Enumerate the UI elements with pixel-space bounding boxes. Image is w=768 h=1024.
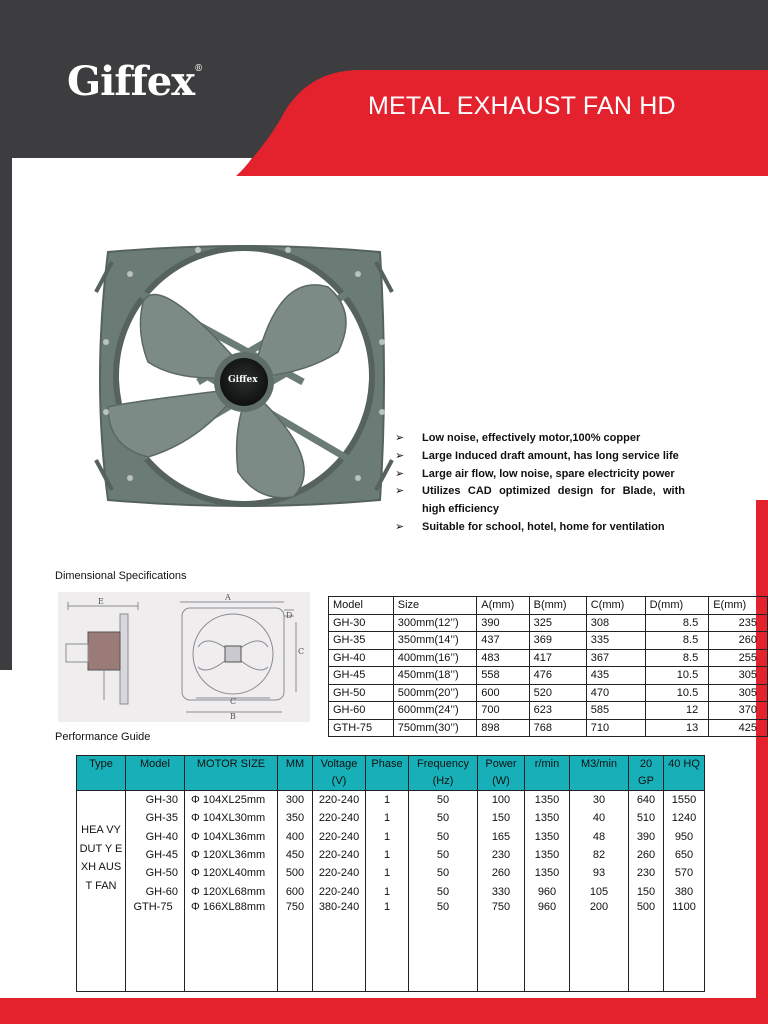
perf-cell: 1350	[525, 864, 570, 882]
arrow-bullet-icon: ➢	[395, 432, 405, 444]
perf-header-cell: r/min	[525, 756, 570, 791]
perf-header-cell: Power (W)	[478, 756, 525, 791]
perf-cell: Φ 120XL36mm	[185, 846, 278, 864]
dim-cell: 335	[586, 632, 645, 650]
perf-cell: 1350	[525, 791, 570, 810]
perf-cell: 650	[664, 846, 705, 864]
perf-table-row	[77, 828, 705, 846]
dim-table-row	[329, 632, 768, 650]
perf-type-cell: HEA VY DUT Y EXH AUS T FAN	[77, 791, 126, 992]
perf-header-cell: MM	[278, 756, 313, 791]
perf-cell: 100	[478, 791, 525, 810]
perf-table-row	[77, 791, 705, 810]
dim-header-cell: Size	[393, 597, 477, 615]
brand-logo: Giffex®	[67, 58, 203, 105]
perf-cell: 380	[664, 882, 705, 900]
dim-cell: 425	[709, 719, 768, 737]
dim-cell: 10.5	[645, 684, 709, 702]
perf-cell: 220-240	[313, 828, 366, 846]
perf-cell: Φ 166XL88mm	[185, 901, 278, 992]
dim-cell: 369	[529, 632, 586, 650]
dim-cell: 8.5	[645, 649, 709, 667]
dim-cell: 417	[529, 649, 586, 667]
dim-cell: 13	[645, 719, 709, 737]
perf-cell: 750	[478, 901, 525, 992]
perf-table-row	[77, 846, 705, 864]
perf-cell: 350	[278, 809, 313, 827]
dim-cell: 623	[529, 702, 586, 720]
perf-cell: Φ 104XL36mm	[185, 828, 278, 846]
dim-cell: 367	[586, 649, 645, 667]
perf-cell: GH-60	[126, 882, 185, 900]
dim-header-cell: E(mm)	[709, 597, 768, 615]
dim-label-c-side: C	[298, 647, 305, 656]
perf-cell: 50	[409, 864, 478, 882]
dim-cell: 476	[529, 667, 586, 685]
dim-header-row	[329, 597, 768, 615]
footer-band	[0, 998, 768, 1024]
dim-label-d: D	[286, 611, 293, 620]
perf-cell: 500	[278, 864, 313, 882]
arrow-bullet-icon: ➢	[395, 449, 405, 462]
perf-cell: 40	[570, 809, 629, 827]
perf-cell: 82	[570, 846, 629, 864]
dim-cell: 308	[586, 614, 645, 632]
perf-cell: 260	[478, 864, 525, 882]
perf-header-cell: MOTOR SIZE	[185, 756, 278, 791]
perf-cell: 600	[278, 882, 313, 900]
perf-cell: 960	[525, 901, 570, 992]
perf-cell: GH-45	[126, 846, 185, 864]
dim-cell: 470	[586, 684, 645, 702]
perf-cell: 1	[366, 882, 409, 900]
perf-cell: 1	[366, 791, 409, 810]
perf-cell: 260	[629, 846, 664, 864]
dim-cell: 305	[709, 667, 768, 685]
dim-cell: 300mm(12’’)	[393, 614, 477, 632]
perf-header-cell: Type	[77, 756, 126, 791]
perf-cell: 220-240	[313, 791, 366, 810]
dim-cell: 450mm(18’’)	[393, 667, 477, 685]
dim-label-e: E	[98, 597, 104, 606]
page-title: METAL EXHAUST FAN HD	[368, 92, 676, 120]
dim-cell: 520	[529, 684, 586, 702]
arrow-bullet-icon: ➢	[395, 467, 405, 480]
dim-cell: 255	[709, 649, 768, 667]
perf-cell: 50	[409, 809, 478, 827]
perf-header-cell: Frequency (Hz)	[409, 756, 478, 791]
dim-cell: 370	[709, 702, 768, 720]
dimension-drawing	[58, 592, 310, 722]
perf-cell: 150	[629, 882, 664, 900]
dim-cell: 437	[477, 632, 529, 650]
perf-cell: 750	[278, 901, 313, 992]
performance-table	[76, 755, 705, 992]
perf-cell: 165	[478, 828, 525, 846]
perf-cell: 50	[409, 882, 478, 900]
perf-cell: 50	[409, 846, 478, 864]
dim-table-row	[329, 719, 768, 737]
perf-cell: 1	[366, 846, 409, 864]
perf-header-cell: 20 GP	[629, 756, 664, 791]
perf-cell: 50	[409, 901, 478, 992]
perf-cell: GH-35	[126, 809, 185, 827]
dim-cell: 558	[477, 667, 529, 685]
perf-cell: 1350	[525, 809, 570, 827]
dim-cell: 898	[477, 719, 529, 737]
dim-cell: 305	[709, 684, 768, 702]
perf-cell: 1	[366, 828, 409, 846]
perf-cell: 230	[478, 846, 525, 864]
feature-item: ➢ Large air flow, low noise, spare electricity power	[395, 466, 685, 484]
dim-table-row	[329, 614, 768, 632]
perf-cell: 230	[629, 864, 664, 882]
perf-cell: 50	[409, 828, 478, 846]
feature-item: ➢ Suitable for school, hotel, home for ventilation	[395, 519, 685, 537]
perf-cell: 400	[278, 828, 313, 846]
perf-cell: 220-240	[313, 846, 366, 864]
performance-label: Performance Guide	[55, 731, 151, 743]
dim-cell: 260	[709, 632, 768, 650]
dim-cell: 350mm(14’’)	[393, 632, 477, 650]
perf-cell: 330	[478, 882, 525, 900]
dim-cell: 390	[477, 614, 529, 632]
perf-cell: 380-240	[313, 901, 366, 992]
perf-cell: GTH-75	[126, 901, 185, 992]
perf-cell: 640	[629, 791, 664, 810]
left-side-strip	[0, 150, 12, 670]
dim-cell: 700	[477, 702, 529, 720]
arrow-bullet-icon: ➢	[395, 485, 405, 498]
dim-cell: 483	[477, 649, 529, 667]
dim-cell: 710	[586, 719, 645, 737]
dim-cell: 585	[586, 702, 645, 720]
perf-cell: GH-40	[126, 828, 185, 846]
perf-table-row	[77, 864, 705, 882]
hub-logo: Giffex	[228, 375, 258, 385]
perf-cell: GH-30	[126, 791, 185, 810]
feature-item: ➢ Low noise, effectively motor,100% copper	[395, 430, 685, 448]
dim-cell: 8.5	[645, 632, 709, 650]
perf-cell: 220-240	[313, 809, 366, 827]
dim-header-cell: C(mm)	[586, 597, 645, 615]
perf-cell: Φ 104XL25mm	[185, 791, 278, 810]
feature-item: ➢ Utilizes CAD optimized design for Blade, with high efficiency	[395, 485, 685, 516]
dim-cell: GH-50	[329, 684, 394, 702]
dim-cell: GH-45	[329, 667, 394, 685]
dim-cell: 750mm(30’’)	[393, 719, 477, 737]
perf-cell: 1	[366, 809, 409, 827]
dim-cell: 400mm(16’’)	[393, 649, 477, 667]
dim-label-c: C	[230, 697, 237, 706]
dim-header-cell: B(mm)	[529, 597, 586, 615]
perf-cell: 200	[570, 901, 629, 992]
perf-cell: Φ 104XL30mm	[185, 809, 278, 827]
right-side-strip	[756, 500, 768, 1000]
dim-table-row	[329, 702, 768, 720]
dim-table-row	[329, 684, 768, 702]
dim-cell: 435	[586, 667, 645, 685]
perf-cell: 950	[664, 828, 705, 846]
perf-cell: Φ 120XL68mm	[185, 882, 278, 900]
perf-cell: 1100	[664, 901, 705, 992]
dim-cell: 600	[477, 684, 529, 702]
dim-cell: 8.5	[645, 614, 709, 632]
dim-cell: GH-30	[329, 614, 394, 632]
perf-header-cell: 40 HQ	[664, 756, 705, 791]
perf-cell: 450	[278, 846, 313, 864]
perf-cell: 220-240	[313, 864, 366, 882]
dimensional-label: Dimensional Specifications	[55, 570, 187, 582]
perf-cell: 93	[570, 864, 629, 882]
perf-cell: 390	[629, 828, 664, 846]
perf-header-cell: M3/min	[570, 756, 629, 791]
perf-cell: 960	[525, 882, 570, 900]
dim-label-b: B	[230, 712, 236, 721]
perf-cell: Φ 120XL40mm	[185, 864, 278, 882]
dim-cell: GTH-75	[329, 719, 394, 737]
perf-header-cell: Voltage (V)	[313, 756, 366, 791]
perf-header-cell: Model	[126, 756, 185, 791]
perf-cell: 48	[570, 828, 629, 846]
dim-label-a: A	[225, 593, 231, 602]
perf-cell: 1	[366, 864, 409, 882]
dim-cell: GH-60	[329, 702, 394, 720]
perf-cell: 1	[366, 901, 409, 992]
perf-cell: 105	[570, 882, 629, 900]
perf-cell: 510	[629, 809, 664, 827]
perf-table-row	[77, 809, 705, 827]
dim-cell: 10.5	[645, 667, 709, 685]
arrow-bullet-icon: ➢	[395, 520, 405, 533]
perf-cell: 300	[278, 791, 313, 810]
perf-cell: 570	[664, 864, 705, 882]
dim-table-row	[329, 667, 768, 685]
perf-cell: 30	[570, 791, 629, 810]
dim-cell: GH-40	[329, 649, 394, 667]
dim-header-cell: Model	[329, 597, 394, 615]
perf-table-row	[77, 882, 705, 900]
dim-cell: 235	[709, 614, 768, 632]
dim-cell: 500mm(20’’)	[393, 684, 477, 702]
dim-cell: 600mm(24’’)	[393, 702, 477, 720]
dim-cell: GH-35	[329, 632, 394, 650]
perf-cell: 220-240	[313, 882, 366, 900]
feature-list	[395, 430, 685, 537]
perf-cell: 1350	[525, 846, 570, 864]
dim-header-cell: A(mm)	[477, 597, 529, 615]
perf-cell: 1550	[664, 791, 705, 810]
perf-cell: 1240	[664, 809, 705, 827]
perf-cell: GH-50	[126, 864, 185, 882]
feature-item: ➢ Large Induced draft amount, has long service life	[395, 448, 685, 466]
perf-cell: 1350	[525, 828, 570, 846]
dimension-table	[328, 596, 768, 737]
dim-table-row	[329, 649, 768, 667]
perf-header-cell: Phase	[366, 756, 409, 791]
perf-cell: 500	[629, 901, 664, 992]
dim-cell: 325	[529, 614, 586, 632]
perf-cell: 50	[409, 791, 478, 810]
dim-cell: 768	[529, 719, 586, 737]
perf-table-row	[77, 901, 705, 992]
dim-cell: 12	[645, 702, 709, 720]
perf-cell: 150	[478, 809, 525, 827]
dim-header-cell: D(mm)	[645, 597, 709, 615]
